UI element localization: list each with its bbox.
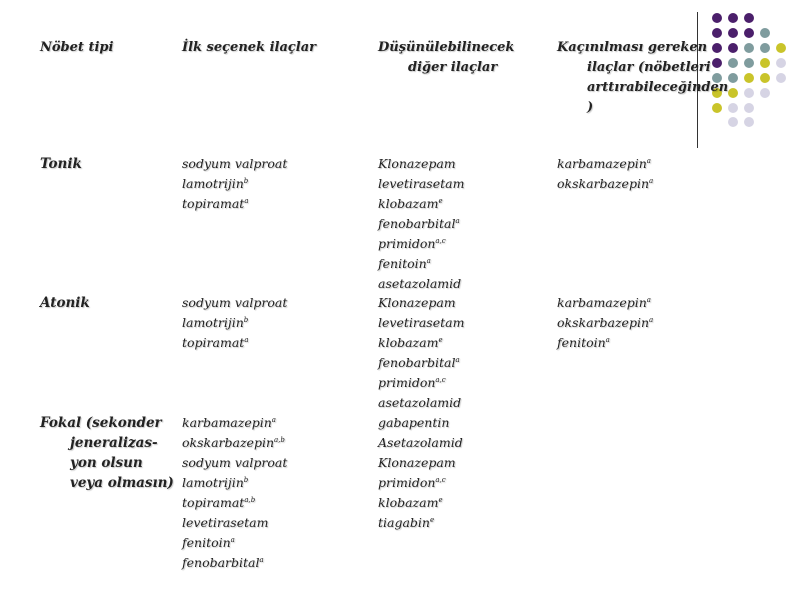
header-other-drugs-line1: Düşünülebilinecek [378,40,515,55]
drug-name: sodyum valproat [182,295,288,310]
drug-name: Asetazolamid [378,435,463,450]
dot [776,43,786,53]
dot [712,13,722,23]
header-avoid-drugs [557,38,728,118]
drug-name: karbamazepin [557,156,647,171]
drug-name: fenitoin [182,535,231,550]
header-other-drugs [378,38,514,78]
drug-footnote-marker: a,c [435,475,446,484]
drug-item [378,473,463,493]
dot [776,73,786,83]
row-label-fokal-line2: jeneralizas- [70,435,158,451]
drug-item [378,254,464,274]
fokal-first-choice-list [182,413,287,573]
dot [760,73,770,83]
drug-name: primidon [378,236,436,251]
drug-item [378,333,464,353]
drug-name: karbamazepin [182,415,272,430]
drug-name: tiagabin [378,515,430,530]
drug-item [378,313,464,333]
dot [728,117,738,127]
drug-item [182,453,287,473]
fokal-other-drugs-list [378,413,463,533]
drug-item [182,413,287,433]
dot [760,28,770,38]
row-label-fokal-line1: Fokal (sekonder [40,415,162,431]
drug-footnote-marker: e [429,515,435,524]
dot [744,73,754,83]
drug-item [182,333,287,353]
drug-item [182,493,287,513]
drug-item [378,393,464,413]
drug-footnote-marker: a,c [435,236,446,245]
drug-item [378,513,463,533]
drug-footnote-marker: a [230,535,235,544]
drug-name: topiramat [182,196,245,211]
drug-item [378,154,464,174]
drug-item [557,333,653,353]
header-avoid-drugs-line1: Kaçınılması gereken [557,40,708,55]
drug-item [378,194,464,214]
drug-name: levetirasetam [182,515,269,530]
dot [744,117,754,127]
drug-name: Klonazepam [378,156,456,171]
drug-item [182,293,287,313]
drug-footnote-marker: a [646,156,651,165]
drug-item [378,293,464,313]
drug-name: fenobarbital [182,555,260,570]
drug-item [182,553,287,573]
drug-footnote-marker: a [244,196,249,205]
drug-name: primidon [378,375,436,390]
header-avoid-drugs-line2: ilaçlar (nöbetleri [587,60,711,75]
drug-name: okskarbazepin [557,315,650,330]
dot [776,58,786,68]
drug-item [378,274,464,294]
drug-item [378,453,463,473]
drug-item [182,174,287,194]
drug-footnote-marker: a [259,555,264,564]
dot [728,58,738,68]
dot [744,103,754,113]
drug-footnote-marker: a [646,295,651,304]
drug-item [182,313,287,333]
dot [728,73,738,83]
drug-footnote-marker: a [605,335,610,344]
dot [728,28,738,38]
header-first-choice: İlk seçenek ilaçlar [182,40,317,55]
drug-name: klobazam [378,495,439,510]
drug-footnote-marker: e [438,335,443,344]
drug-name: lamotrijin [182,315,244,330]
drug-name: topiramat [182,335,245,350]
drug-name: okskarbazepin [557,176,650,191]
drug-footnote-marker: a [455,216,460,225]
drug-name: Klonazepam [378,295,456,310]
header-avoid-drugs-line3: arttırabileceğinden [587,80,729,95]
atonik-first-choice-list [182,293,287,353]
drug-name: topiramat [182,495,245,510]
drug-name: sodyum valproat [182,455,288,470]
drug-name: fenobarbital [378,355,456,370]
header-avoid-drugs-line4: ) [587,100,594,115]
drug-name: fenobarbital [378,216,456,231]
header-other-drugs-line2: diğer ilaçlar [408,60,498,75]
drug-footnote-marker: e [438,196,443,205]
drug-item [557,293,653,313]
drug-name: fenitoin [557,335,606,350]
drug-footnote-marker: a [426,256,431,265]
row-label-fokal-line4: veya olmasın) [70,475,174,491]
dot [744,58,754,68]
dot [760,58,770,68]
drug-item [378,433,463,453]
drug-footnote-marker: b [243,475,249,484]
drug-item [182,194,287,214]
drug-name: lamotrijin [182,475,244,490]
dot [728,103,738,113]
drug-item [378,353,464,373]
atonik-other-drugs-list [378,293,464,413]
drug-item [182,473,287,493]
dot [728,43,738,53]
drug-footnote-marker: a,b [274,435,285,444]
dot [744,28,754,38]
tonik-avoid-drugs-list [557,154,653,194]
dot [760,88,770,98]
drug-item [182,533,287,553]
drug-footnote-marker: a,c [435,375,446,384]
dot [728,88,738,98]
row-label-fokal-line3: yon olsun [70,455,143,471]
drug-footnote-marker: a,b [244,495,256,504]
atonik-avoid-drugs-list [557,293,653,353]
dot [744,13,754,23]
dot [744,43,754,53]
drug-name: klobazam [378,196,439,211]
drug-name: lamotrijin [182,176,244,191]
tonik-other-drugs-list [378,154,464,294]
drug-item [378,413,463,433]
drug-item [378,174,464,194]
row-label-tonik: Tonik [40,156,82,172]
drug-name: levetirasetam [378,176,465,191]
dot [760,43,770,53]
drug-name: karbamazepin [557,295,647,310]
drug-name: gabapentin [378,415,450,430]
drug-footnote-marker: a [455,355,460,364]
drug-item [557,154,653,174]
drug-name: okskarbazepin [182,435,275,450]
drug-item [378,214,464,234]
drug-item [557,174,653,194]
drug-footnote-marker: a [649,176,654,185]
dot [744,88,754,98]
drug-name: Klonazepam [378,455,456,470]
drug-item [378,493,463,513]
drug-footnote-marker: b [243,176,249,185]
row-label-atonik: Atonik [40,295,90,311]
drug-item [378,373,464,393]
drug-item [557,313,653,333]
drug-name: asetazolamid [378,276,462,291]
drug-name: fenitoin [378,256,427,271]
drug-footnote-marker: a [271,415,276,424]
drug-footnote-marker: a [649,315,654,324]
dot [712,28,722,38]
drug-item [182,154,287,174]
row-label-fokal [40,413,174,493]
drug-name: primidon [378,475,436,490]
tonik-first-choice-list [182,154,287,214]
drug-item [378,234,464,254]
dot [728,13,738,23]
drug-name: asetazolamid [378,395,462,410]
drug-footnote-marker: e [438,495,443,504]
drug-name: levetirasetam [378,315,465,330]
drug-name: klobazam [378,335,439,350]
drug-footnote-marker: a [244,335,249,344]
drug-item [182,513,287,533]
drug-footnote-marker: b [243,315,249,324]
header-seizure-type: Nöbet tipi [40,40,114,55]
drug-name: sodyum valproat [182,156,288,171]
drug-item [182,433,287,453]
